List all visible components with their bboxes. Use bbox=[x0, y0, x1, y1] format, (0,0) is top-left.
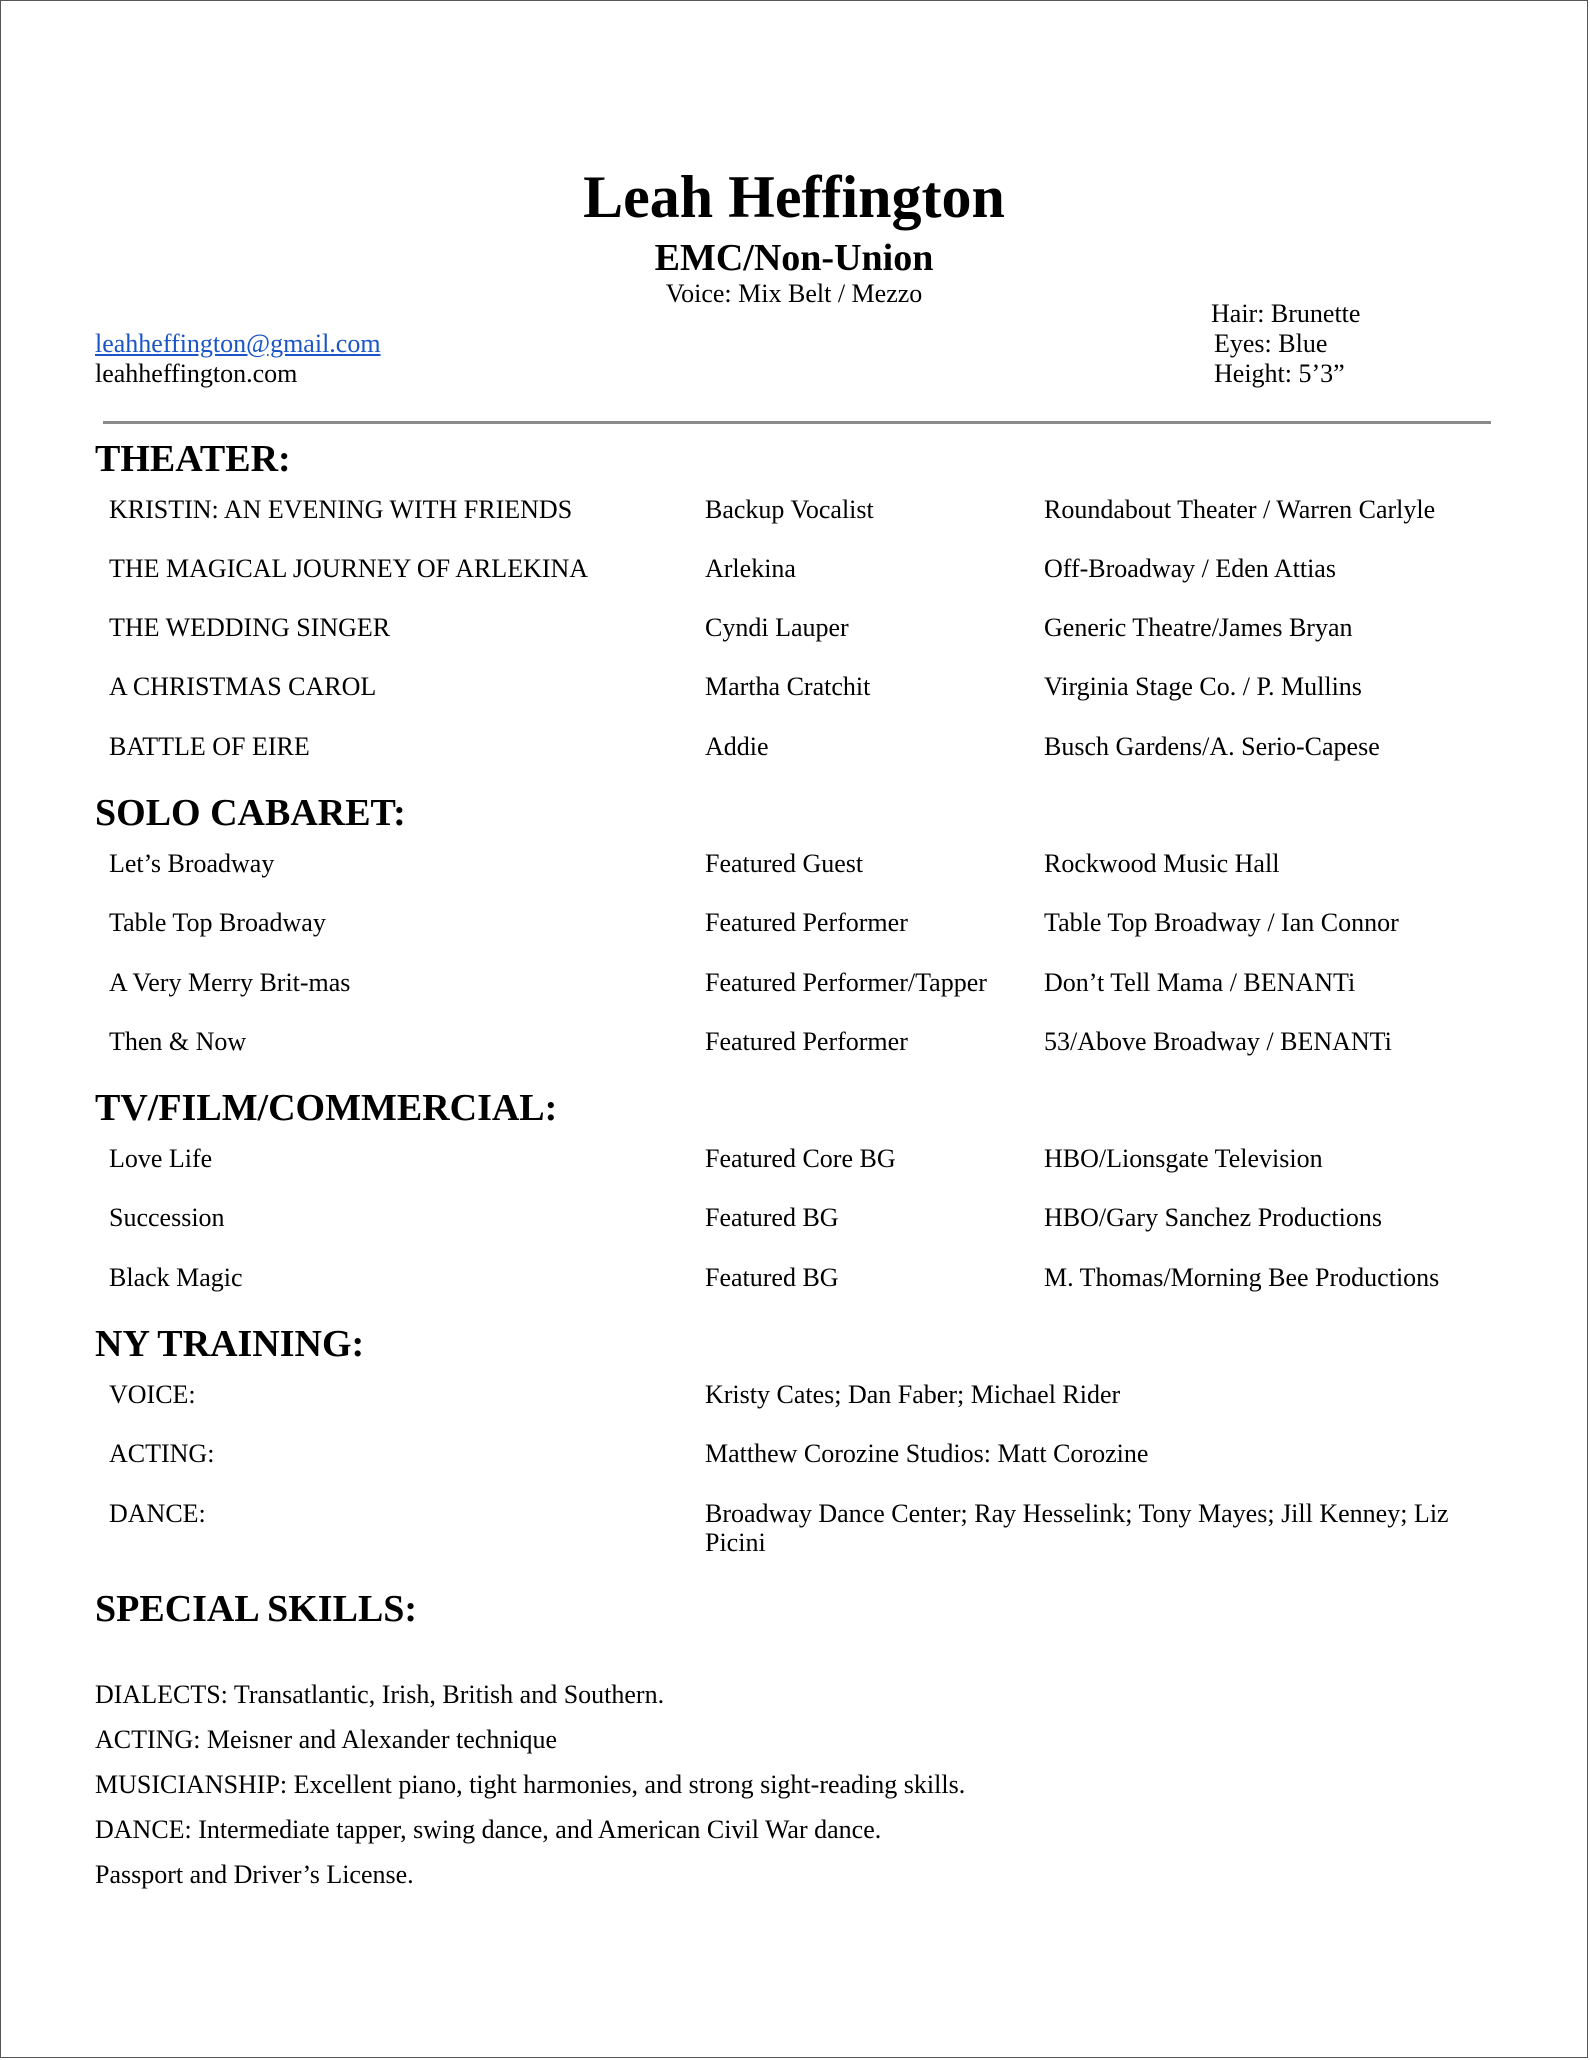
credit-venue: HBO/Lionsgate Television bbox=[1044, 1144, 1323, 1173]
section-title-cabaret: SOLO CABARET: bbox=[95, 792, 406, 834]
credit-role: Featured BG bbox=[705, 1203, 839, 1232]
credit-title: Then & Now bbox=[109, 1027, 247, 1056]
skills-list bbox=[95, 1672, 965, 1897]
header-divider bbox=[103, 421, 1491, 424]
skill-line: MUSICIANSHIP: Excellent piano, tight harmonies, and strong sight-reading skills. bbox=[95, 1770, 966, 1799]
website-text: leahheffington.com bbox=[95, 359, 298, 388]
height-stat: Height: 5’3” bbox=[1214, 359, 1345, 388]
credit-role: Backup Vocalist bbox=[705, 495, 874, 524]
credit-title: A CHRISTMAS CAROL bbox=[109, 672, 377, 701]
skill-line: ACTING: Meisner and Alexander technique bbox=[95, 1725, 558, 1754]
credit-role: Featured Performer bbox=[705, 1027, 908, 1056]
credit-title: Table Top Broadway bbox=[109, 908, 326, 937]
credit-role: Featured Core BG bbox=[705, 1144, 896, 1173]
voice-type: Voice: Mix Belt / Mezzo bbox=[665, 279, 923, 308]
training-teachers: Matthew Corozine Studios: Matt Corozine bbox=[705, 1439, 1149, 1468]
email-link[interactable]: leahheffington@gmail.com bbox=[95, 329, 381, 358]
credit-role: Addie bbox=[705, 732, 769, 761]
credit-role: Cyndi Lauper bbox=[705, 613, 849, 642]
credit-title: Black Magic bbox=[109, 1263, 243, 1292]
credit-venue: Roundabout Theater / Warren Carlyle bbox=[1044, 495, 1436, 524]
hair-stat: Hair: Brunette bbox=[1211, 299, 1361, 328]
credit-role: Martha Cratchit bbox=[705, 672, 871, 701]
credit-title: A Very Merry Brit-mas bbox=[109, 968, 351, 997]
credit-venue: Generic Theatre/James Bryan bbox=[1044, 613, 1353, 642]
skill-line: Passport and Driver’s License. bbox=[95, 1860, 414, 1889]
credit-venue: Rockwood Music Hall bbox=[1044, 849, 1280, 878]
eyes-stat: Eyes: Blue bbox=[1214, 329, 1328, 358]
contact-info bbox=[95, 329, 381, 389]
credit-title: BATTLE OF EIRE bbox=[109, 732, 310, 761]
credit-role: Featured BG bbox=[705, 1263, 839, 1292]
credit-venue: Virginia Stage Co. / P. Mullins bbox=[1044, 672, 1362, 701]
skill-line: DANCE: Intermediate tapper, swing dance, and American Civil War dance. bbox=[95, 1815, 882, 1844]
credit-title: Let’s Broadway bbox=[109, 849, 275, 878]
training-category: ACTING: bbox=[109, 1439, 215, 1468]
performer-name: Leah Heffington bbox=[583, 164, 1005, 230]
training-teachers: Kristy Cates; Dan Faber; Michael Rider bbox=[705, 1380, 1121, 1409]
credit-title: THE WEDDING SINGER bbox=[109, 613, 391, 642]
training-category: VOICE: bbox=[109, 1380, 196, 1409]
credit-role: Featured Performer bbox=[705, 908, 908, 937]
credit-venue: Off-Broadway / Eden Attias bbox=[1044, 554, 1336, 583]
credit-venue: Don’t Tell Mama / BENANTi bbox=[1044, 968, 1356, 997]
section-title-training: NY TRAINING: bbox=[95, 1323, 365, 1365]
credit-role: Featured Guest bbox=[705, 849, 864, 878]
credit-venue: HBO/Gary Sanchez Productions bbox=[1044, 1203, 1382, 1232]
section-title-theater: THEATER: bbox=[95, 438, 291, 480]
credit-title: THE MAGICAL JOURNEY OF ARLEKINA bbox=[109, 554, 589, 583]
section-title-tv: TV/FILM/COMMERCIAL: bbox=[95, 1087, 558, 1129]
training-teachers: Broadway Dance Center; Ray Hesselink; Tony Mayes; Jill Kenney; Liz Picini bbox=[705, 1499, 1449, 1557]
credit-venue: M. Thomas/Morning Bee Productions bbox=[1044, 1263, 1440, 1292]
resume-header bbox=[1, 161, 1587, 309]
credit-title: KRISTIN: AN EVENING WITH FRIENDS bbox=[109, 495, 573, 524]
union-status: EMC/Non-Union bbox=[654, 237, 934, 279]
credit-venue: 53/Above Broadway / BENANTi bbox=[1044, 1027, 1392, 1056]
credit-role: Arlekina bbox=[705, 554, 796, 583]
credit-title: Love Life bbox=[109, 1144, 213, 1173]
physical-stats bbox=[1211, 299, 1360, 389]
credit-venue: Busch Gardens/A. Serio-Capese bbox=[1044, 732, 1380, 761]
credit-venue: Table Top Broadway / Ian Connor bbox=[1044, 908, 1399, 937]
training-category: DANCE: bbox=[109, 1499, 206, 1528]
section-title-skills: SPECIAL SKILLS: bbox=[95, 1588, 418, 1630]
credit-title: Succession bbox=[109, 1203, 225, 1232]
skill-line: DIALECTS: Transatlantic, Irish, British and Southern. bbox=[95, 1680, 665, 1709]
credit-role: Featured Performer/Tapper bbox=[705, 968, 987, 997]
